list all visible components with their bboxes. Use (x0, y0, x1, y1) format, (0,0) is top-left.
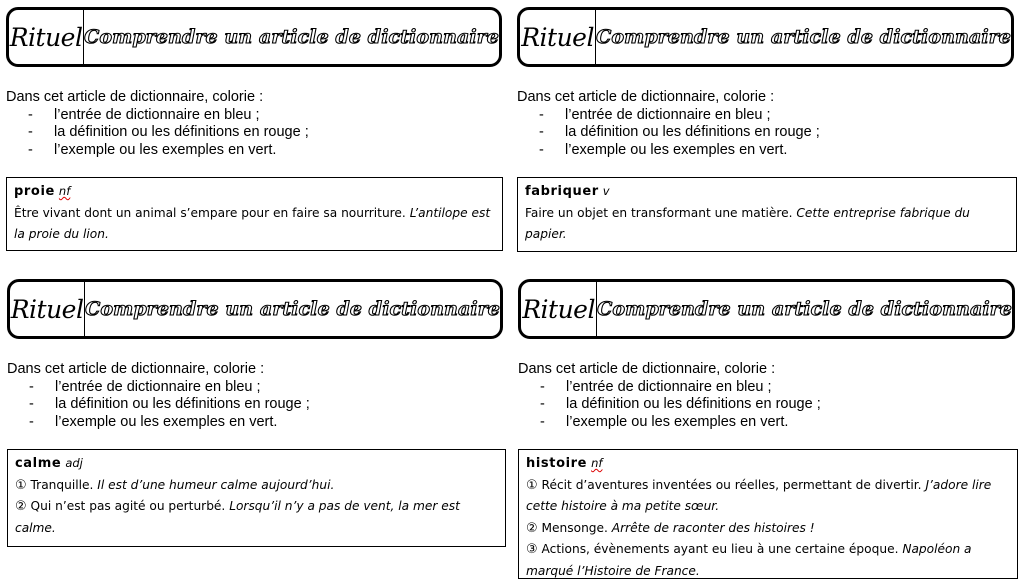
sense-definition: Faire un objet en transformant une matière. (525, 205, 793, 220)
sense-number: ③ (526, 542, 538, 557)
dictionary-entry (6, 177, 503, 251)
word-class: nf (591, 456, 603, 470)
rituel-label: Rituel (520, 10, 596, 64)
sense-example: L’antilope est la proie du lion. (14, 205, 491, 241)
entry-word: calme (15, 456, 62, 471)
instruction-item: - l’exemple ou les exemples en vert. (539, 142, 820, 160)
instruction-item: - l’entrée de dictionnaire en bleu ; (28, 107, 309, 125)
instruction-item: - l’entrée de dictionnaire en bleu ; (539, 107, 820, 125)
instructions-intro: Dans cet article de dictionnaire, colorie : (518, 361, 776, 377)
instructions (6, 89, 309, 159)
sense-definition: Actions, évènements ayant eu lieu à une certaine époque. (541, 542, 899, 556)
instruction-item: - la définition ou les définitions en rouge ; (540, 396, 821, 414)
card-header (518, 279, 1015, 339)
sense-example: Arrête de raconter des histoires ! (611, 520, 815, 535)
card-header (7, 279, 503, 339)
entry-sense (15, 496, 498, 539)
entry-sense (526, 539, 1010, 582)
instruction-item: - l’entrée de dictionnaire en bleu ; (29, 379, 310, 397)
sense-example: Cette entreprise fabrique du papier. (525, 205, 970, 241)
sense-example: Lorsqu’il n’y a pas de vent, la mer est calme. (15, 499, 460, 535)
instructions-intro: Dans cet article de dictionnaire, colorie : (6, 89, 264, 105)
sense-example: Il est d’une humeur calme aujourd’hui. (97, 477, 335, 492)
entry-sense (14, 203, 495, 246)
sense-example: Napoléon a marqué l’Histoire de France. (526, 542, 972, 578)
instructions (518, 361, 821, 431)
card-title: Comprendre un article de dictionnaire (596, 26, 1011, 48)
sense-definition: Récit d’aventures inventées ou réelles, permettant de divertir. (541, 477, 922, 492)
entry-word: histoire (526, 456, 588, 471)
instruction-item: - la définition ou les définitions en rouge ; (29, 396, 310, 414)
instructions (7, 361, 310, 431)
rituel-label: Rituel (521, 282, 597, 336)
sense-number: ② (526, 520, 538, 536)
card-title: Comprendre un article de dictionnaire (85, 298, 500, 320)
card-header (517, 7, 1014, 67)
instruction-item: - la définition ou les définitions en rouge ; (28, 124, 309, 142)
sense-definition: Tranquille. (30, 477, 94, 492)
instruction-item: - l’exemple ou les exemples en vert. (540, 414, 821, 432)
instructions-intro: Dans cet article de dictionnaire, colorie : (517, 89, 775, 105)
word-class: adj (65, 456, 83, 470)
card-title: Comprendre un article de dictionnaire (597, 298, 1012, 320)
card-title: Comprendre un article de dictionnaire (84, 26, 499, 48)
word-class: nf (58, 184, 71, 198)
rituel-label: Rituel (10, 282, 85, 336)
sense-example: J’adore lire cette histoire à ma petite sœur. (526, 477, 992, 513)
instructions-intro: Dans cet article de dictionnaire, colorie : (7, 361, 265, 377)
instruction-item: - l’entrée de dictionnaire en bleu ; (540, 379, 821, 397)
instructions (517, 89, 820, 159)
instruction-item: - la définition ou les définitions en rouge ; (539, 124, 820, 142)
entry-sense (526, 518, 1010, 540)
sense-definition: Mensonge. (541, 520, 608, 535)
sense-number: ② (15, 499, 27, 514)
rituel-label: Rituel (9, 10, 84, 64)
dictionary-entry (7, 449, 506, 547)
sense-definition: Qui n’est pas agité ou perturbé. (30, 499, 226, 513)
card-header (6, 7, 502, 67)
sense-number: ① (526, 477, 538, 493)
entry-word: fabriquer (525, 184, 599, 199)
entry-word: proie (14, 184, 55, 199)
dictionary-entry (518, 449, 1018, 579)
instruction-item: - l’exemple ou les exemples en vert. (29, 414, 310, 432)
sense-definition: Être vivant dont un animal s’empare pour en faire sa nourriture. (14, 205, 406, 220)
dictionary-entry (517, 177, 1017, 252)
word-class: v (602, 184, 610, 198)
instruction-item: - l’exemple ou les exemples en vert. (28, 142, 309, 160)
entry-sense (525, 203, 1009, 246)
entry-sense (526, 475, 1010, 518)
entry-sense (15, 475, 498, 497)
sense-number: ① (15, 477, 27, 493)
